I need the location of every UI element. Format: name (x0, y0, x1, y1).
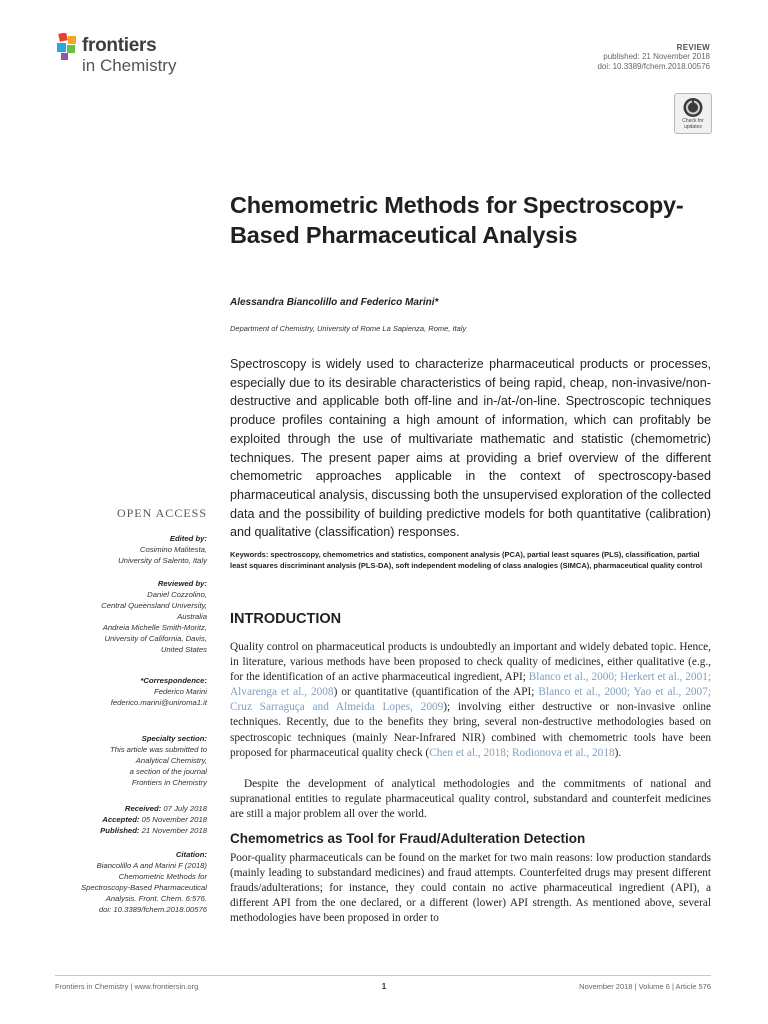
citation-line: Biancolillo A and Marini F (2018) (96, 861, 207, 870)
page-number: 1 (381, 982, 387, 991)
check-for-updates-label: Check for updates (682, 118, 704, 130)
dates-block (40, 803, 207, 836)
paragraph-text: ); involving either destructive or non-invasive online techniques. Recently, due to the benefits they bring, several non-destructive methodologies based on spectroscopic techniques (mainly Near-Infrared NIR) combined with chemometric tools have been proposed for pharmaceutical quality check ( (230, 701, 711, 759)
specialty-section-label: Specialty section: (141, 734, 207, 743)
specialty-line: This article was submitted to (110, 745, 207, 754)
citation-line: doi: 10.3389/fchem.2018.00576 (98, 905, 207, 914)
reviewer-line: University of California, Davis, (104, 634, 207, 643)
specialty-line: a section of the journal (129, 767, 207, 776)
editor-line: Cosimino Malitesta, (139, 545, 207, 554)
frontiers-logo-icon (55, 33, 81, 61)
keywords: Keywords: spectroscopy, chemometrics and statistics, component analysis (PCA), partial least squares (PLS), classification, partial least squares discriminant analysis (PLS-DA), soft independent modeling of class analogies (SIMCA), pharmaceutical quality control (230, 550, 703, 571)
footer-divider (55, 975, 711, 976)
received-label: Received: (124, 804, 162, 813)
received-row (40, 803, 207, 814)
edited-by-label: Edited by: (169, 534, 207, 543)
journal-name-line1: frontiers (82, 35, 157, 56)
open-access-label: OPEN ACCESS (116, 506, 207, 520)
paragraph-text: ). (614, 746, 622, 759)
reviewed-by-label: Reviewed by: (157, 579, 207, 588)
doi[interactable]: doi: 10.3389/fchem.2018.00576 (597, 62, 710, 71)
specialty-line: Analytical Chemistry, (135, 756, 207, 765)
reviewer-line: Andreia Michelle Smith-Moritz, (102, 623, 207, 632)
correspondence-email[interactable]: federico.marini@uniroma1.it (110, 698, 207, 707)
introduction-paragraph-2: Despite the development of analytical methodologies and the commitments of national and supranational entities to regulate pharmaceutical quality control, substandard and counterfeit medicines are still a major problem all over the world. (230, 778, 711, 821)
published-label: Published: (100, 826, 140, 835)
citation-line: Chemometric Methods for (118, 872, 207, 881)
reviewer-line: United States (160, 645, 207, 654)
reviewer-line: Central Queensland University, (101, 601, 207, 610)
paragraph-text: Quality control on pharmaceutical products is undoubtedly an important and widely debated topic. Hence, in literature, various methods have been proposed to check quality of medicines, either qualitative (e.g., for the identification of an active pharmaceutical ingredient, API; (230, 641, 711, 684)
abstract: Spectroscopy is widely used to characterize pharmaceutical products or processes, especially due to its desirable characteristics of being rapid, cheap, non-invasive/non-destructive and applicable both off-line and in-/at-/on-line. Spectroscopic techniques produce profiles containing a high amount of information, which can profitably be exploited through the use of multivariate mathematic and statistic (chemometric) techniques. The present paper aims at providing a brief overview of the different chemometric approaches applicable in the context of spectroscopy-based pharmaceutical analysis, discussing both the unsupervised exploration of the collected data and the possibility of building predictive models for both quantitative (calibration) and qualitative (classification) responses. (230, 357, 711, 540)
introduction-heading: INTRODUCTION (230, 611, 342, 627)
article-meta-header (597, 43, 710, 72)
accepted-value: 05 November 2018 (141, 815, 207, 824)
citation-link[interactable]: Chen et al., 2018; Rodionova et al., 2018 (429, 746, 615, 759)
article-title: Chemometric Methods for Spectroscopy-Based Pharmaceutical Analysis (230, 192, 684, 248)
published-row (40, 825, 207, 836)
footer-journal[interactable]: Frontiers in Chemistry | www.frontiersin.org (55, 982, 199, 991)
specialty-section-block (40, 733, 207, 788)
citation-link[interactable]: Blanco et al., 2000; Yao et al., 2007; Cruz Sarraguça and Almeida Lopes, 2009 (230, 686, 711, 714)
paragraph-text: ) or quantitative (quantification of the API; (333, 686, 539, 699)
accepted-label: Accepted: (102, 815, 140, 824)
introduction-paragraph-1 (230, 640, 711, 761)
specialty-line: Frontiers in Chemistry (131, 778, 207, 787)
correspondence-label: *Correspondence: (140, 676, 207, 685)
authors: Alessandra Biancolillo and Federico Marini* (230, 297, 439, 308)
citation-line: Analysis. Front. Chem. 6:576. (105, 894, 207, 903)
editor-line: University of Salento, Italy (118, 556, 207, 565)
correspondence-name: Federico Marini (154, 687, 207, 696)
check-for-updates-button[interactable] (674, 93, 712, 134)
check-updates-icon (682, 97, 704, 118)
reviewer-line: Australia (177, 612, 207, 621)
reviewer-line: Daniel Cozzolino, (147, 590, 207, 599)
subsection-heading: Chemometrics as Tool for Fraud/Adulteration Detection (230, 831, 586, 846)
citation-line: Spectroscopy-Based Pharmaceutical (80, 883, 207, 892)
reviewed-by-block (40, 578, 207, 655)
journal-logo[interactable] (55, 31, 195, 79)
article-type: REVIEW (676, 43, 710, 52)
received-value: 07 July 2018 (163, 804, 207, 813)
edited-by-block (40, 533, 207, 566)
published-date: published: 21 November 2018 (603, 52, 710, 61)
correspondence-block (40, 675, 207, 708)
subsection-paragraph-1: Poor-quality pharmaceuticals can be found on the market for two main reasons: low production standards (mainly leading to substandard medicines) and fraud attempts. Counterfeited drugs may present different frauds/adulterations; for instance, they could contain no active pharmaceutical ingredient (API), a different API from the one declared, or a different (lower) API strength. As mentioned above, several methodologies have been proposed in order to (230, 852, 711, 925)
accepted-row (40, 814, 207, 825)
citation-label: Citation: (175, 850, 207, 859)
affiliation: Department of Chemistry, University of Rome La Sapienza, Rome, Italy (230, 324, 467, 333)
citation-link[interactable]: Blanco et al., 2000; Herkert et al., 2001; Alvarenga et al., 2008 (230, 671, 711, 699)
citation-block (40, 849, 207, 915)
published-value: 21 November 2018 (141, 826, 207, 835)
journal-name-line2: in Chemistry (82, 56, 177, 75)
footer-issue: November 2018 | Volume 6 | Article 576 (579, 982, 711, 991)
